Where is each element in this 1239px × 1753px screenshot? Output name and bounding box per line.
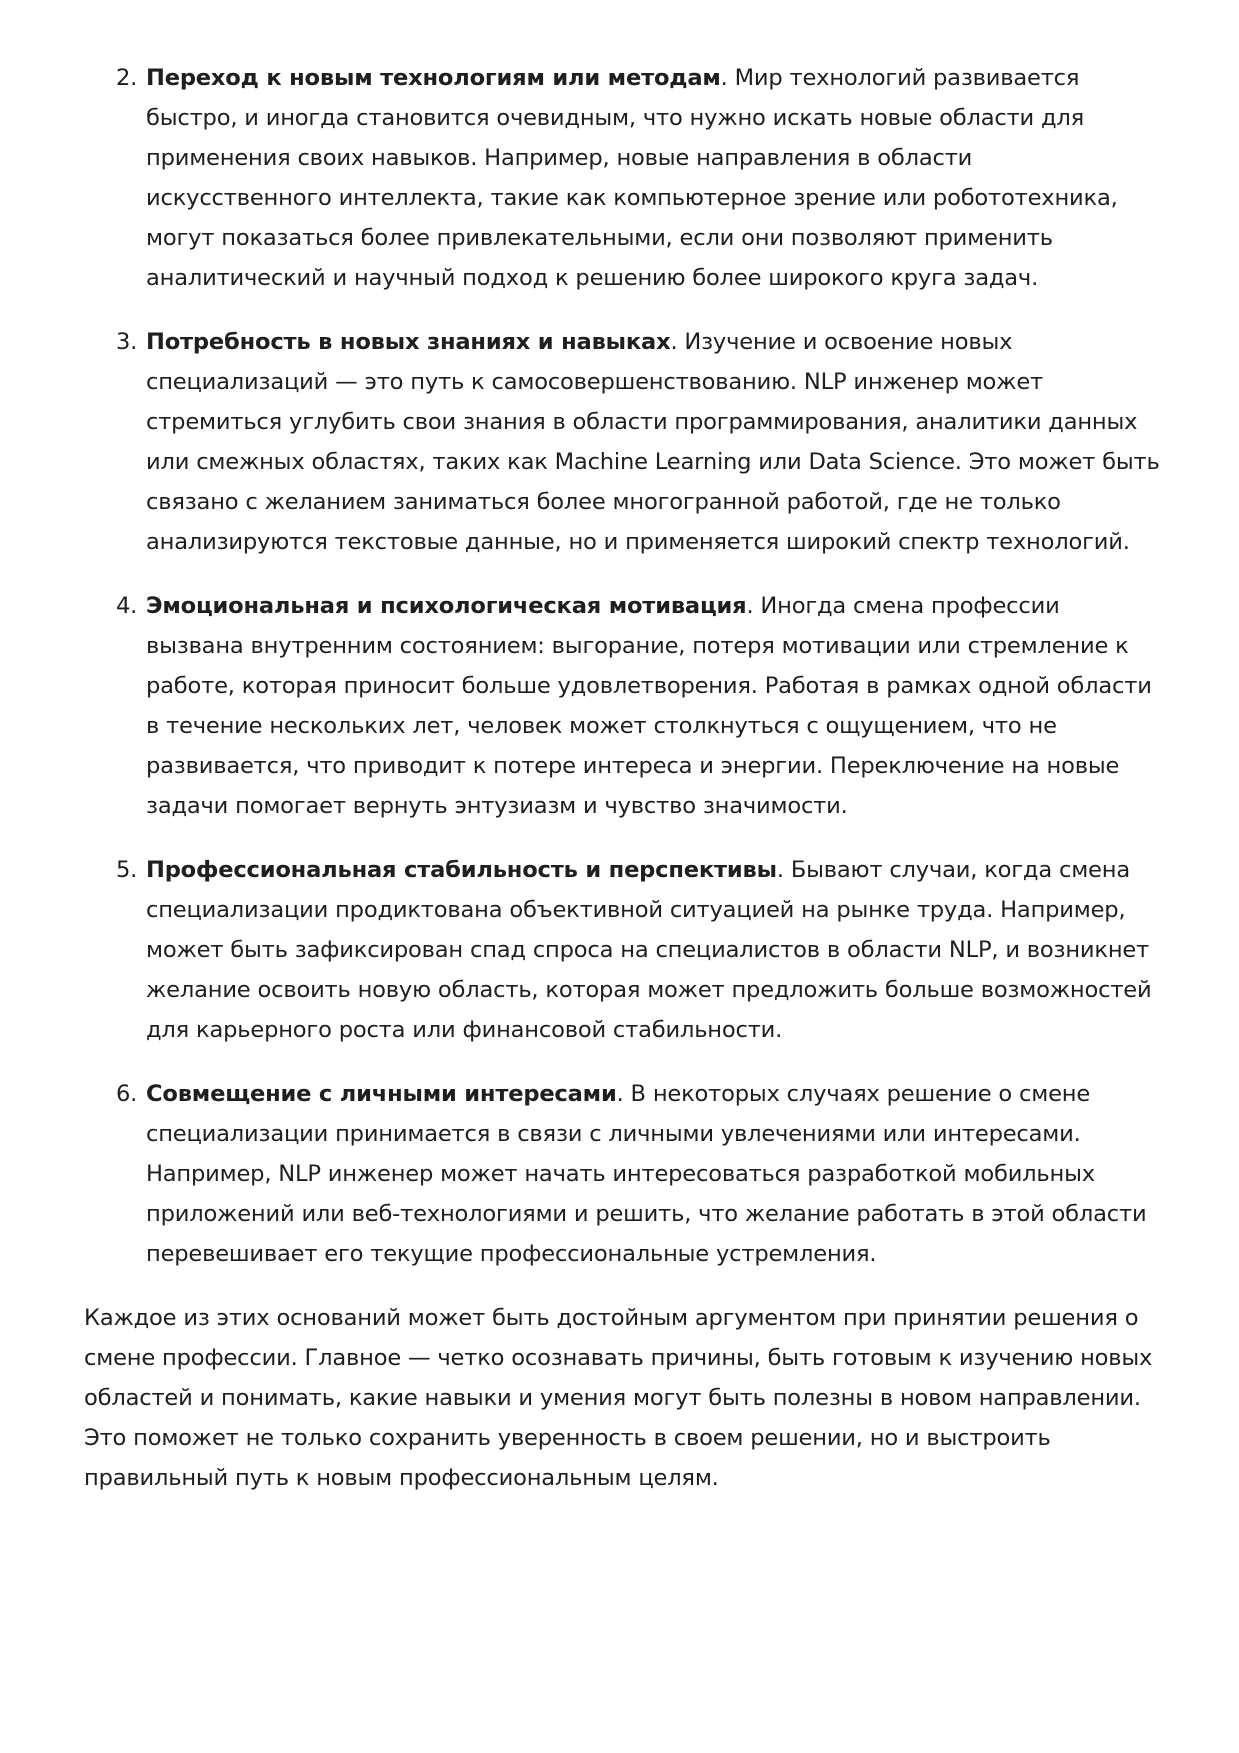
list-item-heading: Совмещение с личными интересами — [146, 1081, 617, 1107]
list-item-heading: Потребность в новых знаниях и навыках — [146, 329, 671, 355]
list-item-number: 4. — [116, 593, 138, 619]
list-item-text: . Бывают случаи, когда смена специализации продиктована объективной ситуацией на рынке труда. Например, может быть зафиксирован спад спроса на специалистов в области NLP, и возникнет желание освоить новую область, которая может предложить больше возможностей для карьерного роста или финансовой стабильности. — [146, 857, 1152, 1043]
list-item-text: . Изучение и освоение новых специализаций — это путь к самосовершенствованию. NLP инженер может стремиться углубить свои знания в области программирования, аналитики данных или смежных областях, таких как Machine Learning или Data Science. Это может быть связано с желанием заниматься более многогранной работой, где не только анализируются текстовые данные, но и применяется широкий спектр технологий. — [146, 329, 1160, 555]
list-item — [116, 586, 1164, 826]
list-item-number: 6. — [116, 1081, 138, 1107]
list-item — [116, 58, 1164, 298]
list-item-text: . В некоторых случаях решение о смене специализации принимается в связи с личными увлечениями или интересами. Например, NLP инженер может начать интересоваться разработкой мобильных приложений или веб-технологиями и решить, что желание работать в этой области перевешивает его текущие профессиональные устремления. — [146, 1081, 1147, 1267]
list-item-number: 5. — [116, 857, 138, 883]
list-item — [116, 850, 1164, 1050]
list-item — [116, 322, 1164, 562]
list-item-heading: Профессиональная стабильность и перспективы — [146, 857, 777, 883]
list-item-text: . Иногда смена профессии вызвана внутренним состоянием: выгорание, потеря мотивации или стремление к работе, которая приносит больше удовлетворения. Работая в рамках одной области в течение нескольких лет, человек может столкнуться с ощущением, что не развивается, что приводит к потере интереса и энергии. Переключение на новые задачи помогает вернуть энтузиазм и чувство значимости. — [146, 593, 1152, 819]
list-item-text: . Мир технологий развивается быстро, и иногда становится очевидным, что нужно искать новые области для применения своих навыков. Например, новые направления в области искусственного интеллекта, такие как компьютерное зрение или робототехника, могут показаться более привлекательными, если они позволяют применить аналитический и научный подход к решению более широкого круга задач. — [146, 65, 1118, 291]
reasons-list — [84, 58, 1164, 1274]
document-body — [84, 58, 1164, 1498]
list-item-heading: Переход к новым технологиям или методам — [146, 65, 721, 91]
list-item-number: 2. — [116, 65, 138, 91]
list-item-number: 3. — [116, 329, 138, 355]
list-item-heading: Эмоциональная и психологическая мотивация — [146, 593, 747, 619]
conclusion-paragraph: Каждое из этих оснований может быть достойным аргументом при принятии решения о смене профессии. Главное — четко осознавать причины, быть готовым к изучению новых областей и понимать, какие навыки и умения могут быть полезны в новом направлении. Это поможет не только сохранить уверенность в своем решении, но и выстроить правильный путь к новым профессиональным целям. — [84, 1305, 1153, 1491]
list-item — [116, 1074, 1164, 1274]
